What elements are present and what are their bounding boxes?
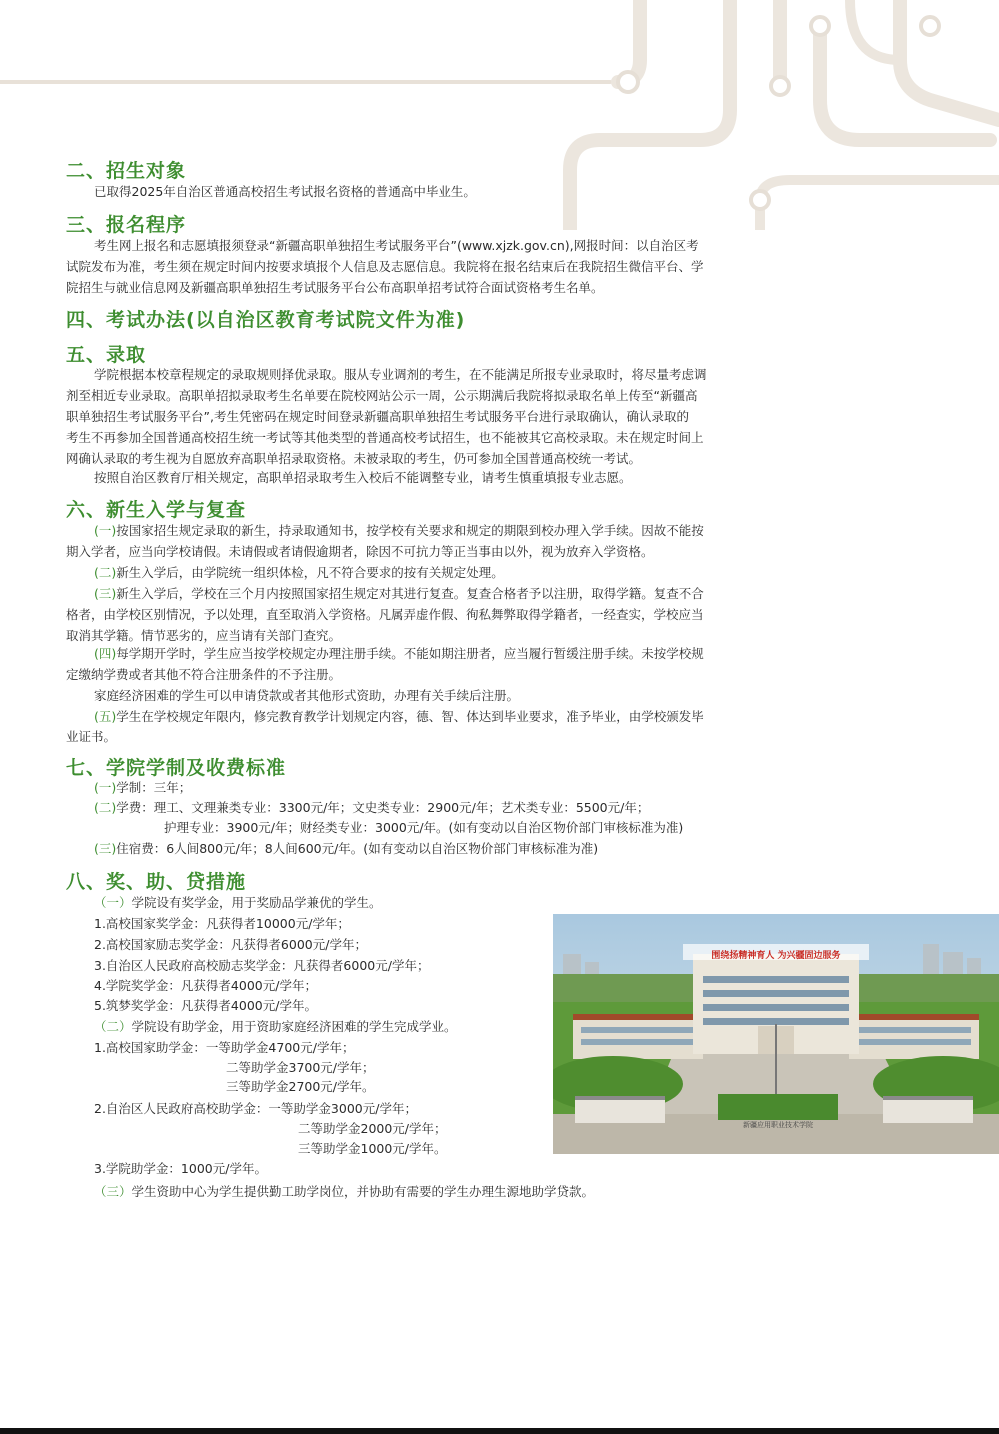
paragraph-line: 格者，由学校区别情况，予以处理，直至取消入学资格。凡属弄虚作假、徇私舞弊取得学籍者，一经查实，学校应当: [66, 607, 704, 622]
item-label: （二）: [94, 1019, 132, 1034]
section-heading-registration: 三、报名程序: [66, 214, 187, 236]
list-item: (三)新生入学后，学校在三个月内按照国家招生规定对其进行复查。复查合格者予以注册，取得学籍。复查不合: [94, 586, 704, 601]
paragraph-line: 2.自治区人民政府高校助学金：一等助学金3000元/学年；: [94, 1101, 417, 1116]
list-item: (二)新生入学后，由学院统一组织体检，凡不符合要求的按有关规定处理。: [94, 565, 504, 580]
item-label: (二): [94, 800, 117, 815]
paragraph-line: 三等助学金2700元/学年。: [226, 1079, 375, 1094]
paragraph-line: 家庭经济困难的学生可以申请贷款或者其他形式资助，办理有关手续后注册。: [94, 688, 520, 703]
list-item: （三）学生资助中心为学生提供勤工助学岗位，并协助有需要的学生办理生源地助学贷款。: [94, 1184, 595, 1199]
paragraph-line: 5.筑梦奖学金：凡获得者4000元/学年。: [94, 998, 317, 1013]
list-item: (一)按国家招生规定录取的新生，持录取通知书，按学校有关要求和规定的期限到校办理入学手续。因故不能按: [94, 523, 704, 538]
item-label: (一): [94, 780, 117, 795]
building-banner: 围绕扬精神育人 为兴疆固边服务: [711, 951, 841, 961]
bottom-bar: [0, 1428, 999, 1434]
paragraph-line: 二等助学金3700元/学年；: [226, 1060, 375, 1075]
section-heading-financial-aid: 八、奖、助、贷措施: [66, 871, 247, 893]
paragraph-line: 1.高校国家奖学金：凡获得者10000元/学年；: [94, 916, 350, 931]
paragraph-line: 二等助学金2000元/学年；: [298, 1121, 447, 1136]
paragraph-line: 职单独招生考试服务平台”,考生凭密码在规定时间登录新疆高职单独招生考试服务平台进行录取确认，确认录取的: [66, 409, 689, 424]
section-heading-admission: 五、录取: [66, 344, 147, 366]
list-item: (二)学费：理工、文理兼类专业：3300元/年；文史类专业：2900元/年；艺术类专业：5500元/年；: [94, 800, 650, 815]
item-label: (二): [94, 565, 117, 580]
paragraph-line: 3.自治区人民政府高校励志奖学金：凡获得者6000元/学年；: [94, 958, 430, 973]
list-item: (一)学制：三年；: [94, 780, 192, 795]
paragraph-line: 考生不再参加全国普通高校招生统一考试等其他类型的普通高校考试招生，也不能被其它高校录取。未在规定时间上: [66, 430, 704, 445]
paragraph-line: 护理专业：3900元/年；财经类专业：3000元/年。(如有变动以自治区物价部门审核标准为准): [164, 820, 684, 835]
item-label: (三): [94, 586, 117, 601]
item-label: (一): [94, 523, 117, 538]
paragraph-line: 期入学者，应当向学校请假。未请假或者请假逾期者，除因不可抗力等正当事由以外，视为放弃入学资格。: [66, 544, 654, 559]
item-label: （三）: [94, 1184, 132, 1199]
section-heading-new-students: 六、新生入学与复查: [66, 499, 247, 521]
paragraph-line: 考生网上报名和志愿填报须登录“新疆高职单独招生考试服务平台”(www.xjzk.gov.cn),网报时间：以自治区考: [94, 238, 699, 253]
paragraph-line: 学院根据本校章程规定的录取规则择优录取。服从专业调剂的考生，在不能满足所报专业录取时，将尽量考虑调: [94, 367, 707, 382]
paragraph-line: 已取得2025年自治区普通高校招生考试报名资格的普通高中毕业生。: [94, 184, 476, 199]
paragraph-line: 按照自治区教育厅相关规定，高职单招录取考生入校后不能调整专业，请考生慎重填报专业志愿。: [94, 470, 632, 485]
item-label: （一）: [94, 895, 132, 910]
list-item: (四)每学期开学时，学生应当按学校规定办理注册手续。不能如期注册者，应当履行暂缓注册手续。未按学校规: [94, 646, 704, 661]
list-item: （二）学院设有助学金，用于资助家庭经济困难的学生完成学业。: [94, 1019, 457, 1034]
paragraph-line: 业证书。: [66, 729, 117, 744]
paragraph-line: 三等助学金1000元/学年。: [298, 1141, 447, 1156]
list-item: (三)住宿费：6人间800元/年；8人间600元/年。(如有变动以自治区物价部门审核标准为准): [94, 841, 599, 856]
campus-photo: [553, 914, 999, 1154]
paragraph-line: 院招生与就业信息网及新疆高职单独招生考试服务平台公布高职单招考试符合面试资格考生名单。: [66, 280, 604, 295]
list-item: (五)学生在学校规定年限内，修完教育教学计划规定内容，德、智、体达到毕业要求，准予毕业，由学校颁发毕: [94, 709, 704, 724]
paragraph-line: 网确认录取的考生视为自愿放弃高职单招录取资格。未被录取的考生，仍可参加全国普通高校统一考试。: [66, 451, 642, 466]
item-label: (五): [94, 709, 117, 724]
section-heading-enrollment-target: 二、招生对象: [66, 160, 187, 182]
paragraph-line: 取消其学籍。情节恶劣的，应当请有关部门查究。: [66, 628, 342, 643]
paragraph-line: 1.高校国家助学金：一等助学金4700元/学年；: [94, 1040, 355, 1055]
section-heading-fees: 七、学院学制及收费标准: [66, 757, 287, 779]
paragraph-line: 剂至相近专业录取。高职单招拟录取考生名单要在院校网站公示一周，公示期满后我院将拟录取名单上传至“新疆高: [66, 388, 698, 403]
paragraph-line: 4.学院奖学金：凡获得者4000元/学年；: [94, 978, 317, 993]
paragraph-line: 定缴纳学费或者其他不符合注册条件的不予注册。: [66, 667, 342, 682]
item-label: (四): [94, 646, 117, 661]
paragraph-line: 试院发布为准，考生须在规定时间内按要求填报个人信息及志愿信息。我院将在报名结束后在我院招生微信平台、学: [66, 259, 704, 274]
item-label: (三): [94, 841, 117, 856]
section-heading-exam-method: 四、考试办法(以自治区教育考试院文件为准): [66, 309, 466, 331]
paragraph-line: 3.学院助学金：1000元/学年。: [94, 1161, 267, 1176]
list-item: （一）学院设有奖学金，用于奖励品学兼优的学生。: [94, 895, 382, 910]
paragraph-line: 2.高校国家励志奖学金：凡获得者6000元/学年；: [94, 937, 367, 952]
gate-sign: 新疆应用职业技术学院: [743, 1121, 813, 1129]
